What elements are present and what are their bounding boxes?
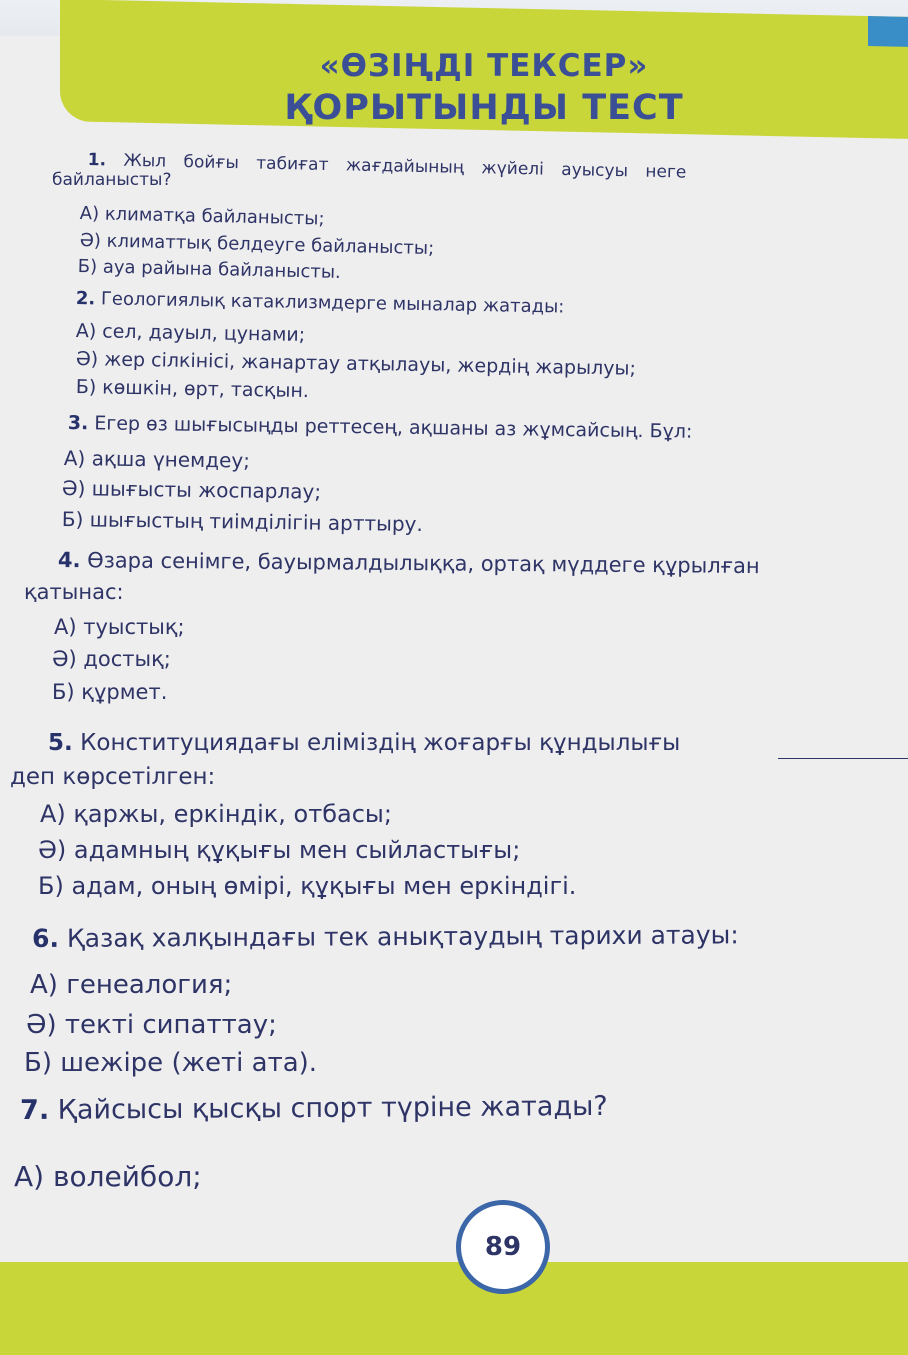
question-number: 5.	[48, 730, 73, 756]
question-6-option-ae: Ә) текті сипаттау;	[26, 1010, 277, 1040]
page-number-badge	[456, 1200, 550, 1294]
question-2-option-a: А) сел, дауыл, цунами;	[75, 320, 306, 347]
question-1-text	[88, 150, 687, 183]
question-5-option-ae: Ә) адамның құқығы мен сыйластығы;	[38, 836, 521, 864]
question-text: Қазақ халқындағы тек анықтаудың тарихи атауы:	[66, 920, 739, 953]
question-3-option-b: Б) шығыстың тиімділігін арттыру.	[61, 507, 423, 537]
question-1-option-b: Б) ауа райына байланысты.	[77, 256, 342, 283]
question-7-text	[20, 1091, 608, 1126]
question-2-option-ae: Ә) жер сілкінісі, жанартау атқылауы, жердің жарылуы;	[75, 348, 637, 380]
question-number: 1.	[87, 150, 107, 171]
question-4-option-ae: Ә) достық;	[52, 647, 171, 671]
question-5-text	[48, 730, 680, 756]
question-1-option-ae: Ә) климаттық белдеуге байланысты;	[79, 230, 435, 260]
page-number: 89	[484, 1232, 522, 1262]
question-2-text	[76, 288, 565, 318]
question-1-option-a: А) климатқа байланысты;	[79, 203, 325, 230]
question-5-option-b: Б) адам, оның өмірі, құқығы мен еркіндігі.	[38, 872, 577, 900]
question-3-option-a: А) ақша үнемдеу;	[63, 446, 251, 473]
question-6-text	[32, 920, 739, 953]
question-7-option-a: А) волейбол;	[14, 1160, 202, 1193]
footer-band	[0, 1262, 908, 1355]
question-1-text-cont: байланысты?	[52, 170, 172, 190]
question-text: Жыл бойғы табиғат жағдайының жүйелі ауысуы неге	[123, 150, 687, 183]
question-5-text-cont: деп көрсетілген:	[10, 764, 216, 790]
question-3-option-ae: Ә) шығысты жоспарлау;	[61, 476, 322, 504]
question-4-option-b: Б) құрмет.	[52, 680, 168, 704]
page-title-line2: ҚОРЫТЫНДЫ ТЕСТ	[284, 88, 684, 128]
question-text: Егер өз шығысыңды реттесең, ақшаны аз жұмсайсың. Бұл:	[94, 412, 693, 443]
question-number: 2.	[75, 288, 96, 310]
question-4-text-cont: қатынас:	[24, 580, 124, 604]
question-number: 7.	[20, 1094, 50, 1126]
question-number: 3.	[67, 412, 89, 435]
question-number: 4.	[57, 548, 81, 573]
question-text: Қайсысы қысқы спорт түріне жатады?	[57, 1090, 608, 1126]
question-text: Геологиялық катаклизмдерге мыналар жатады:	[100, 288, 565, 318]
answer-blank-line	[778, 758, 908, 759]
question-4-option-a: А) туыстық;	[54, 615, 185, 639]
question-4-text	[58, 548, 760, 578]
question-6-option-b: Б) шежіре (жеті ата).	[24, 1048, 318, 1078]
question-5-option-a: А) қаржы, еркіндік, отбасы;	[40, 800, 392, 828]
question-6-option-a: А) генеалогия;	[30, 970, 233, 1000]
page-title-line1: «ӨЗІҢДІ ТЕКСЕР»	[319, 48, 649, 84]
question-text: Өзара сенімге, бауырмалдылыққа, ортақ мүддеге құрылған	[87, 548, 760, 579]
question-2-option-b: Б) көшкін, өрт, тасқын.	[75, 376, 310, 403]
question-3-text	[68, 412, 693, 443]
question-number: 6.	[32, 923, 60, 953]
question-text: Конституциядағы еліміздің жоғарғы құндылығы	[80, 730, 681, 756]
